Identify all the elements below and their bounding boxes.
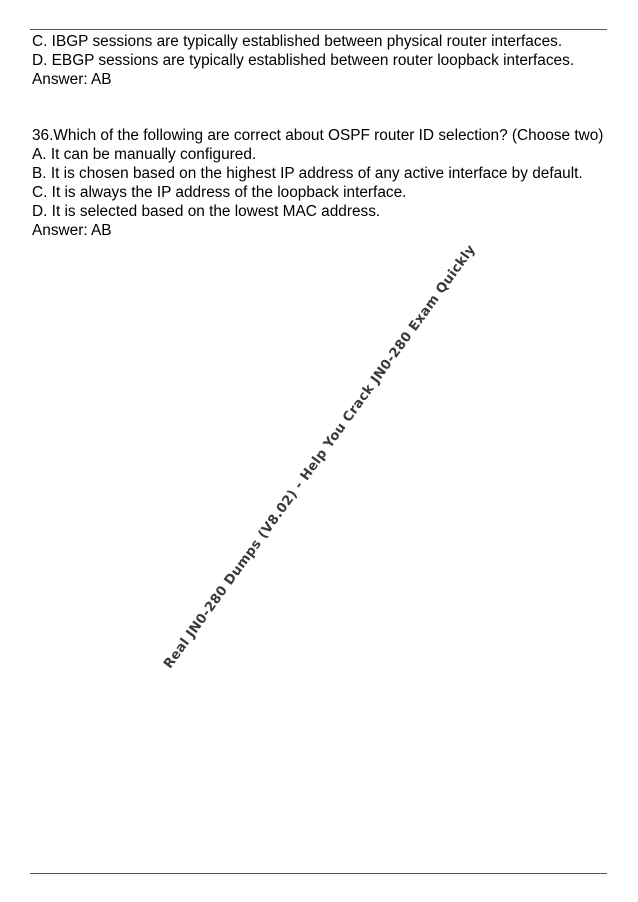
- question-36-option-c: C. It is always the IP address of the loopback interface.: [32, 184, 407, 201]
- question-36-option-a: A. It can be manually configured.: [32, 146, 257, 163]
- question-36-answer: Answer: AB: [32, 222, 112, 239]
- watermark-text: Real JN0-280 Dumps (V8.02) - Help You Crack JN0-280 Exam Quickly: [161, 242, 479, 672]
- question-36-option-d: D. It is selected based on the lowest MAC address.: [32, 203, 381, 220]
- page-top-rule: [30, 29, 607, 30]
- prev-question-answer: Answer: AB: [32, 71, 112, 88]
- prev-question-option-d: D. EBGP sessions are typically established between router loopback interfaces.: [32, 52, 575, 69]
- question-36-option-b: B. It is chosen based on the highest IP address of any active interface by default.: [32, 165, 583, 182]
- question-36-text: 36.Which of the following are correct about OSPF router ID selection? (Choose two): [32, 127, 604, 144]
- prev-question-option-c: C. IBGP sessions are typically established between physical router interfaces.: [32, 33, 563, 50]
- page-bottom-rule: [30, 873, 607, 874]
